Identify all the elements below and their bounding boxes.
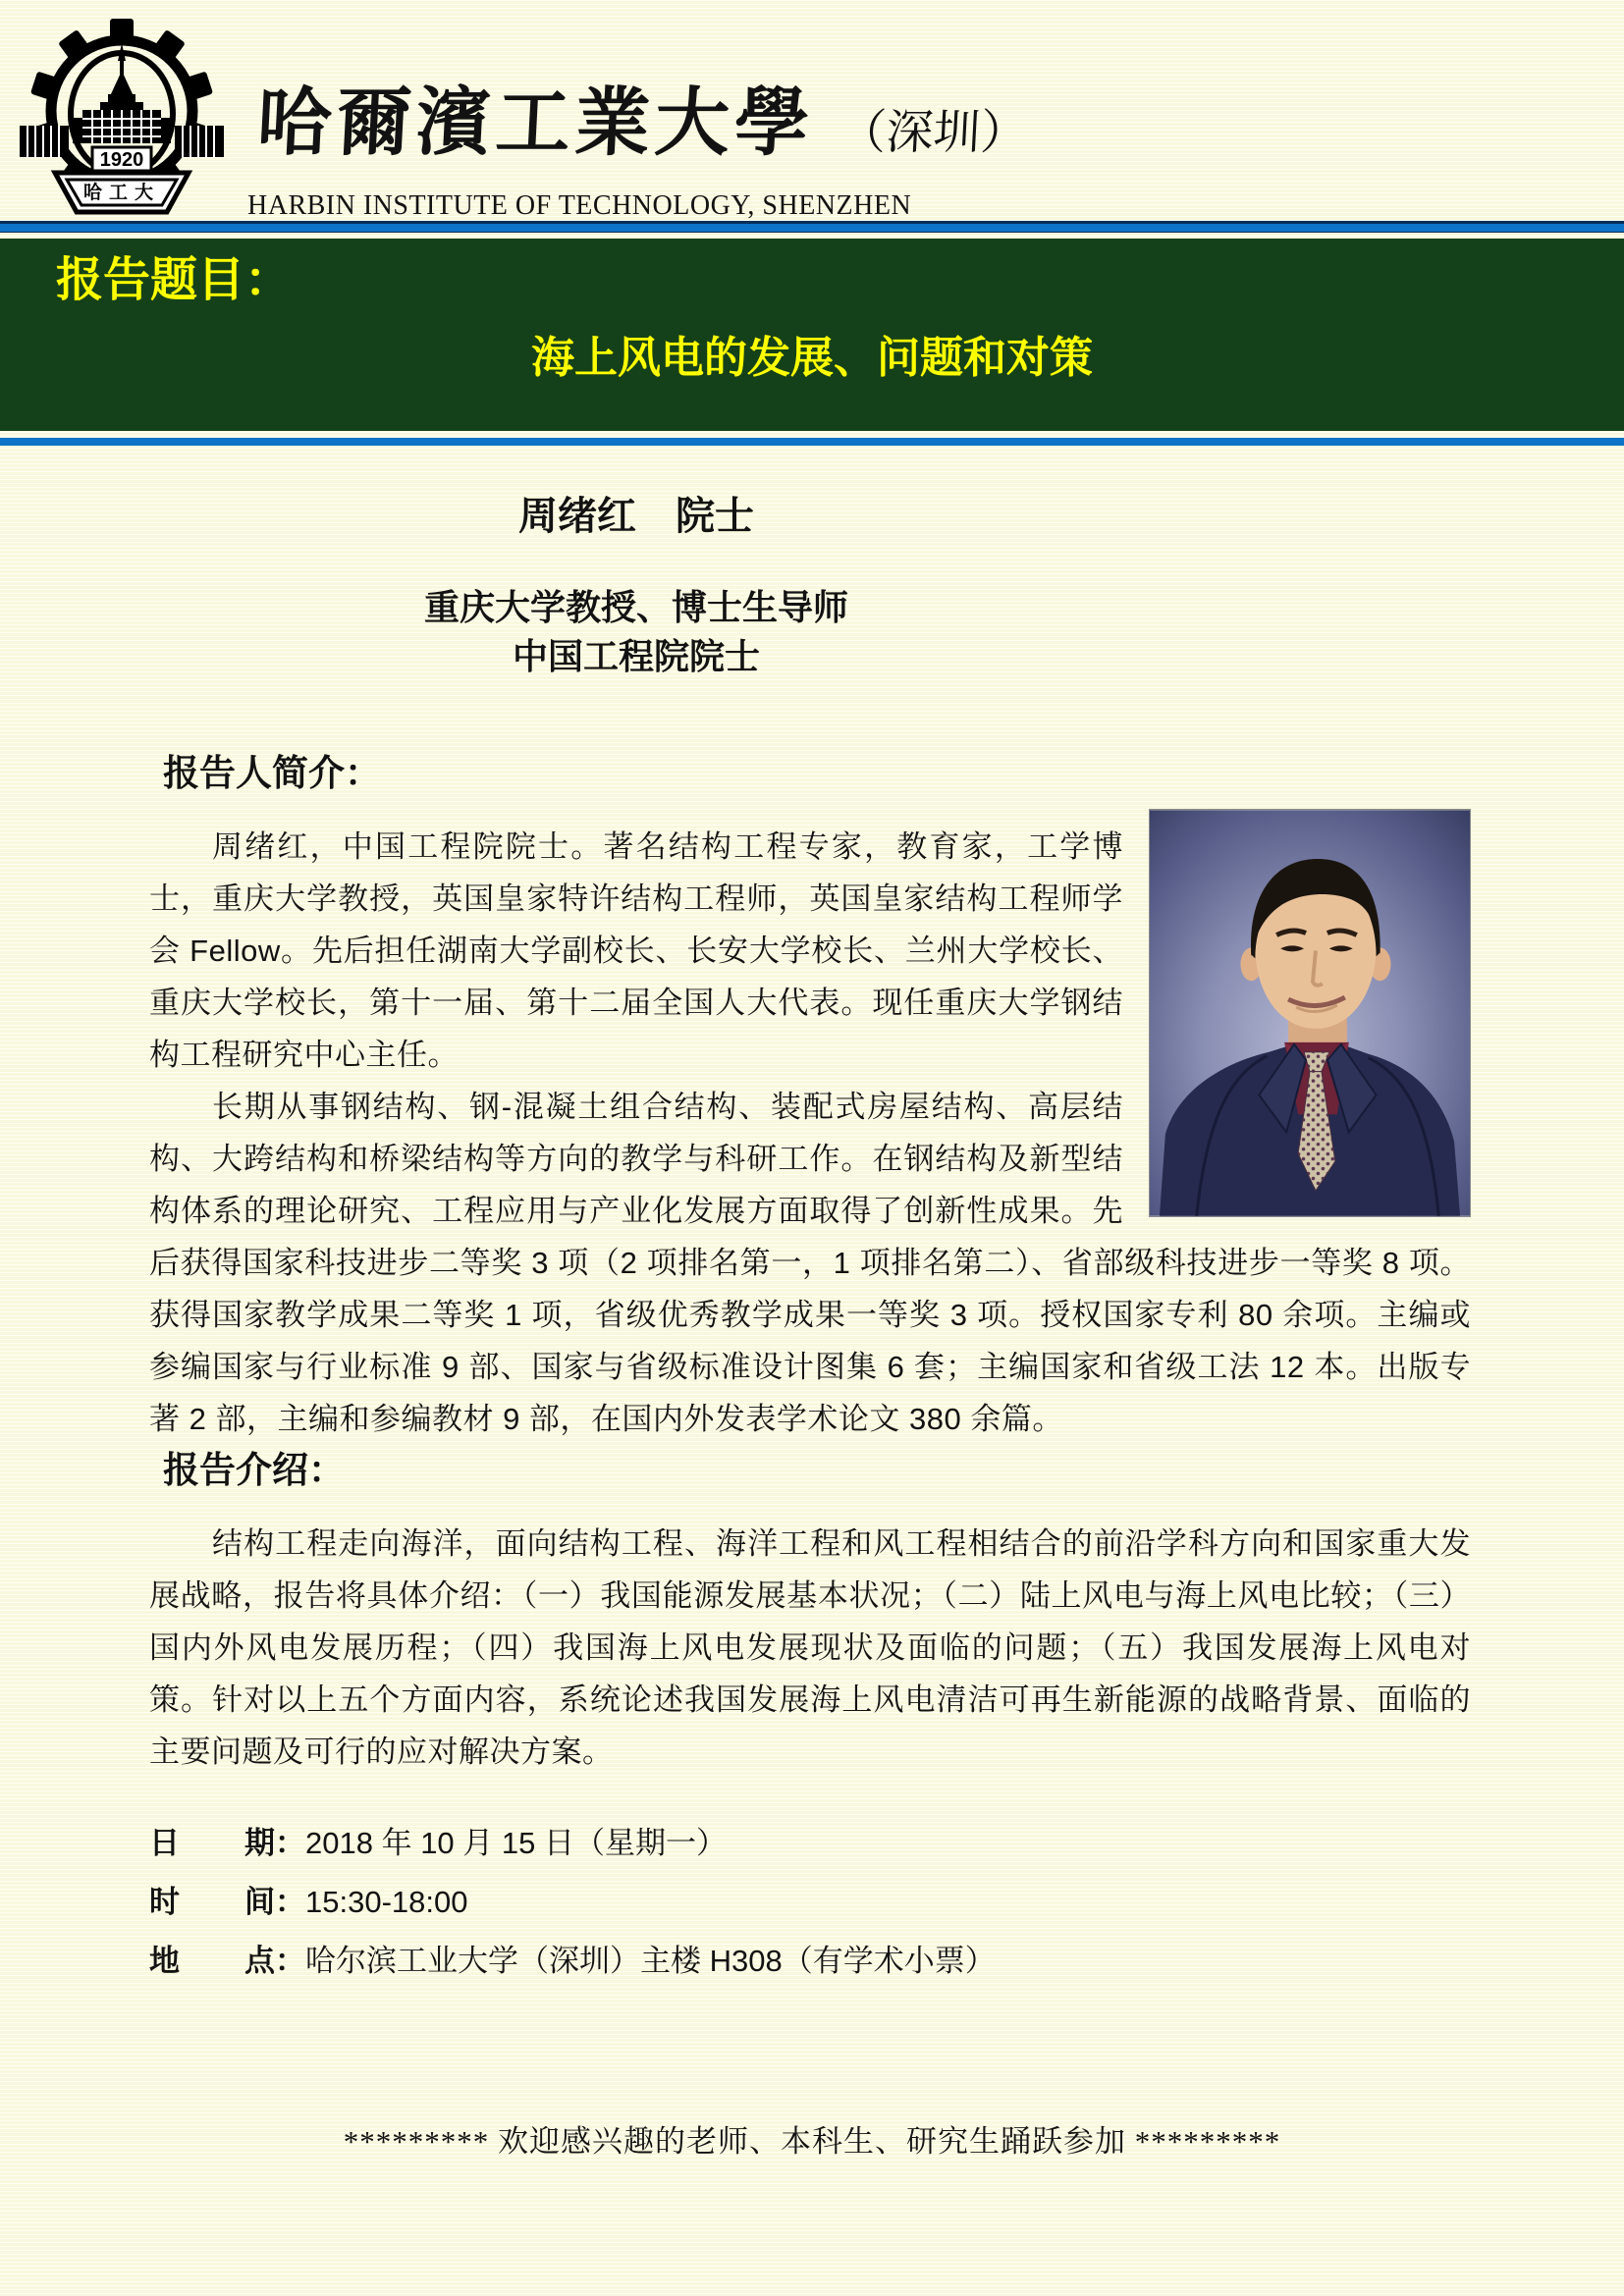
date-label: 日 期： bbox=[149, 1826, 305, 1860]
event-time-row bbox=[149, 1873, 1524, 1932]
speaker-block bbox=[0, 489, 1272, 681]
place-value: 哈尔滨工业大学（深圳）主楼 H308（有学术小票） bbox=[305, 1944, 996, 1978]
title-banner bbox=[0, 239, 1624, 431]
abstract-section bbox=[149, 1449, 1471, 1778]
abstract-paragraph: 结构工程走向海洋，面向结构工程、海洋工程和风工程相结合的前沿学科方向和国家重大发展战略，报告将具体介绍：（一）我国能源发展基本状况；（二）陆上风电与海上风电比较；（三）国内外风电发展历程；（四）我国海上风电发展现状及面临的问题；（五）我国发展海上风电对策。针对以上五个方面内容，系统论述我国发展海上风电清洁可再生新能源的战略背景、面临的主要问题及可行的应对解决方案。 bbox=[149, 1526, 1471, 1769]
bio-paragraph-1: 周绪红，中国工程院院士。著名结构工程专家，教育家，工学博士，重庆大学教授，英国皇家特许结构工程师，英国皇家结构工程师学会 Fellow。先后担任湖南大学副校长、长安大学校长、兰州大学校长、重庆大学校长，第十一届、第十二届全国人大代表。现任重庆大学钢结构工程研究中心主任。 bbox=[149, 829, 1123, 1072]
event-date-row bbox=[149, 1814, 1524, 1873]
speaker-affiliation-2: 中国工程院院士 bbox=[512, 636, 760, 676]
bio-section bbox=[149, 752, 1471, 1445]
place-label: 地 点： bbox=[149, 1944, 305, 1978]
speaker-name: 周绪红 院士 bbox=[518, 495, 754, 538]
logo-banner-text: 哈工大 bbox=[82, 183, 161, 203]
speaker-affiliation-1: 重庆大学教授、博士生导师 bbox=[423, 587, 848, 627]
event-details bbox=[149, 1814, 1524, 1991]
report-title-label: 报告题目： bbox=[56, 254, 293, 306]
university-name-cn bbox=[255, 82, 1339, 165]
abstract-heading: 报告介绍： bbox=[163, 1450, 345, 1490]
divider-bar-top bbox=[0, 221, 1624, 233]
speaker-portrait-photo bbox=[1149, 809, 1471, 1217]
logo-year: 1920 bbox=[99, 149, 144, 171]
report-title: 海上风电的发展、问题和对策 bbox=[531, 334, 1093, 382]
university-name-calligraphy: 哈爾濱工業大學 bbox=[254, 81, 817, 165]
bio-paragraph-2: 长期从事钢结构、钢-混凝土组合结构、装配式房屋结构、高层结构、大跨结构和桥梁结构等方向的教学与科研工作。在钢结构及新型结构体系的理论研究、工程应用与产业化发展方面取得了创新性成果。先后获得国家科技进步二等奖 3 项（2 项排名第一，1 项排名第二）、省部级科技进步一等奖 8 项。获得国家教学成果二等奖 1 项，省级优秀教学成果一等奖 3 项。授权国家专利 80 余项。主编或参编国家与行业标准 9 部、国家与省级标准设计图集 6 套；主编国家和省级工法 12 本。出版专著 2 部，主编和参编教材 9 部，在国内外发表学术论文 380 余篇。 bbox=[149, 1090, 1471, 1436]
time-label: 时 间： bbox=[149, 1885, 305, 1919]
time-value: 15:30-18:00 bbox=[305, 1885, 468, 1919]
welcome-line: ********* 欢迎感兴趣的老师、本科生、研究生踊跃参加 ********* bbox=[343, 2124, 1281, 2159]
hit-logo bbox=[18, 16, 226, 218]
date-value: 2018 年 10 月 15 日（星期一） bbox=[305, 1826, 727, 1860]
campus-label: （深圳） bbox=[838, 107, 1030, 159]
bio-heading: 报告人简介： bbox=[163, 753, 381, 793]
university-name-en: HARBIN INSTITUTE OF TECHNOLOGY, SHENZHEN bbox=[247, 190, 912, 221]
divider-bar-bottom bbox=[0, 438, 1624, 446]
event-place-row bbox=[149, 1932, 1524, 1991]
